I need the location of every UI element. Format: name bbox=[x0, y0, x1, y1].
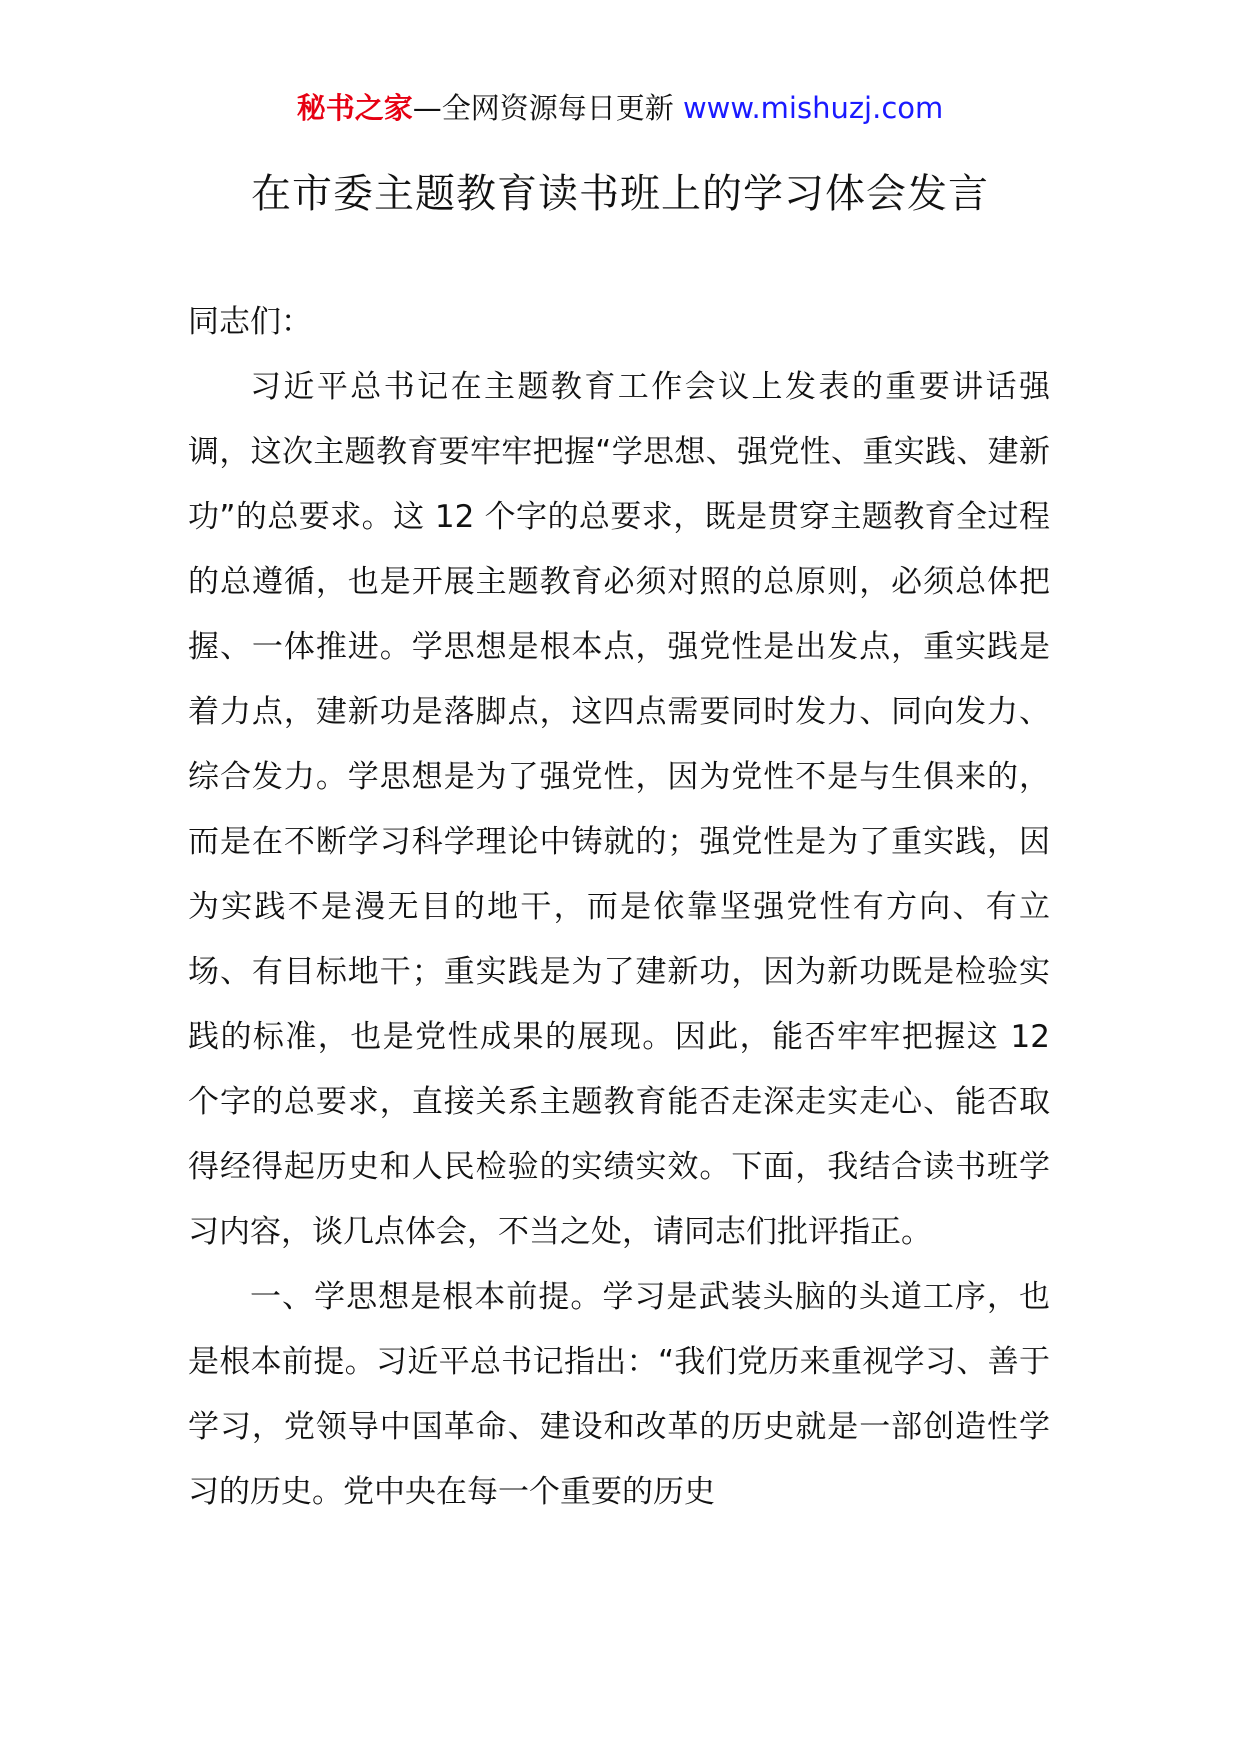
site-url[interactable]: www.mishuzj.com bbox=[673, 91, 944, 125]
paragraph-section-one: 一、学思想是根本前提。学习是武装头脑的头道工序，也是根本前提。习近平总书记指出：“我们党历来重视学习、善于学习，党领导中国革命、建设和改革的历史就是一部创造性学习的历史。党中央在每一个重要的历史 bbox=[188, 1279, 1050, 1510]
document-body bbox=[188, 290, 1050, 1525]
greeting: 同志们： bbox=[188, 304, 312, 340]
site-header bbox=[0, 88, 1240, 128]
document-title: 在市委主题教育读书班上的学习体会发言 bbox=[251, 171, 989, 217]
header-tagline: —全网资源每日更新 bbox=[412, 91, 674, 125]
brand-name: 秘书之家 bbox=[296, 91, 413, 125]
paragraph-intro: 习近平总书记在主题教育工作会议上发表的重要讲话强调，这次主题教育要牢牢把握“学思想、强党性、重实践、建新功”的总要求。这 12 个字的总要求，既是贯穿主题教育全过程的总遵循，也是开展主题教育必须对照的总原则，必须总体把握、一体推进。学思想是根本点，强党性是出发点，重实践是着力点，建新功是落脚点，这四点需要同时发力、同向发力、综合发力。学思想是为了强党性，因为党性不是与生俱来的，而是在不断学习科学理论中铸就的；强党性是为了重实践，因为实践不是漫无目的地干，而是依靠坚强党性有方向、有立场、有目标地干；重实践是为了建新功，因为新功既是检验实践的标准，也是党性成果的展现。因此，能否牢牢把握这 12 个字的总要求，直接关系主题教育能否走深走实走心、能否取得经得起历史和人民检验的实绩实效。下面，我结合读书班学习内容，谈几点体会，不当之处，请同志们批评指正。 bbox=[188, 369, 1050, 1250]
